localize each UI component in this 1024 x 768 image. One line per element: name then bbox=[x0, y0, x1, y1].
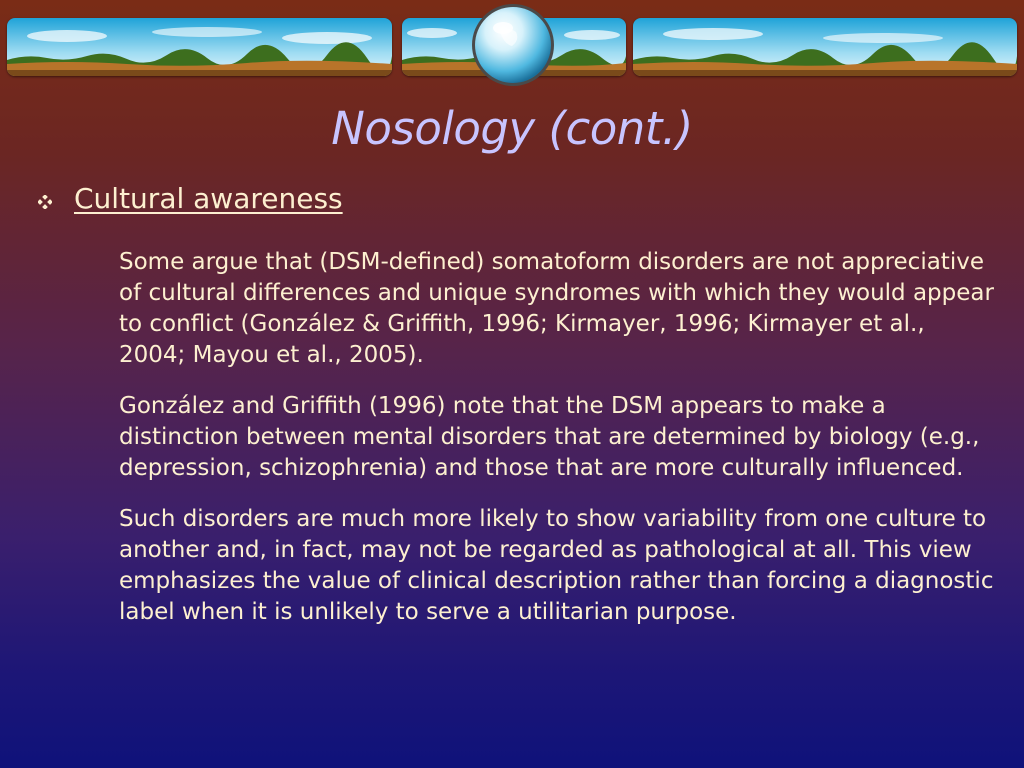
section-heading: Cultural awareness bbox=[74, 182, 343, 215]
globe-icon bbox=[470, 2, 556, 88]
four-diamond-bullet-icon bbox=[38, 195, 52, 209]
paragraph-3: Such disorders are much more likely to show variability from one culture to another and, in fact, may not be regarded as pathological at all. This view emphasizes the value of clinical description rather than forcing a diagnostic label when it is unlikely to serve a utilitarian purpose. bbox=[119, 506, 994, 625]
landscape-banner-icon bbox=[633, 18, 1017, 76]
paragraph-2: González and Griffith (1996) note that the DSM appears to make a distinction between mental disorders that are determined by biology (e.g., depression, schizophrenia) and those that are more culturally influenced. bbox=[119, 393, 980, 481]
landscape-banner-icon bbox=[7, 18, 392, 76]
page-title: Nosology (cont.) bbox=[331, 102, 693, 155]
paragraph-1: Some argue that (DSM-defined) somatoform disorders are not appreciative of cultural differences and unique syndromes with which they would appear to conflict (González & Griffith, 1996; Kirmayer, 1996; Kirmayer et al., 2004; Mayou et al., 2005). bbox=[119, 249, 994, 368]
landscape-banner-right bbox=[633, 18, 1017, 76]
bullet-item bbox=[38, 182, 343, 215]
landscape-banner-left bbox=[7, 18, 392, 76]
body-text bbox=[119, 247, 994, 648]
